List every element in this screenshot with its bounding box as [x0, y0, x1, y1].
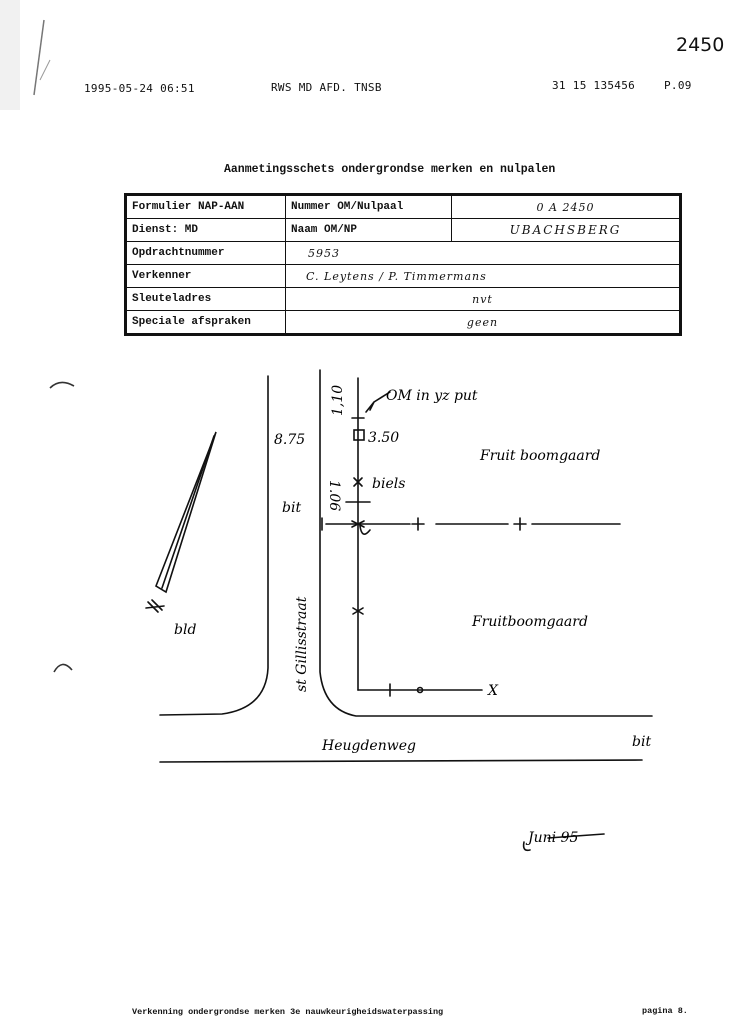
value-verkenner: C. Leytens / P. Timmermans: [286, 265, 681, 288]
label-bit-left: bit: [282, 500, 302, 516]
label-formulier: Formulier NAP-AAN: [126, 195, 286, 219]
fax-phone: 31 15 135456: [552, 79, 636, 92]
footer-page: pagina 8.: [642, 1006, 688, 1016]
document-title: Aanmetingsschets ondergrondse merken en nulpalen: [224, 163, 556, 176]
label-dist-110: 1,10: [330, 384, 346, 416]
label-speciale-afspraken: Speciale afspraken: [126, 311, 286, 335]
label-verkenner: Verkenner: [126, 265, 286, 288]
label-dienst: Dienst: MD: [126, 219, 286, 242]
label-om-note: OM in yz put: [386, 388, 478, 404]
value-naam-om: UBACHSBERG: [452, 219, 681, 242]
fax-sender: RWS MD AFD. TNSB: [271, 81, 382, 94]
label-bld: bld: [174, 622, 197, 638]
label-orchard-top: Fruit boomgaard: [480, 448, 601, 464]
label-dist-106: 1.06: [326, 480, 342, 512]
road-edge-bottom: [160, 760, 642, 762]
label-sleuteladres: Sleuteladres: [126, 288, 286, 311]
label-orchard-bottom: Fruitboomgaard: [472, 614, 588, 630]
value-speciale-afspraken: geen: [286, 311, 681, 335]
label-street-vertical: st Gillisstraat: [294, 596, 310, 692]
value-sleuteladres: nvt: [286, 288, 681, 311]
label-naam-om: Naam OM/NP: [286, 219, 452, 242]
page-number-handwritten: 2450: [676, 34, 725, 56]
footer-left: Verkenning ondergrondse merken 3e nauwkeurigheidswaterpassing: [132, 1007, 444, 1017]
value-nummer-om: 0 A 2450: [452, 195, 681, 219]
label-biels: biels: [372, 476, 406, 492]
road-edge-right: [320, 370, 652, 716]
label-dist-875: 8.75: [274, 432, 306, 448]
label-nummer-om: Nummer OM/Nulpaal: [286, 195, 452, 219]
fax-datetime: 1995-05-24 06:51: [84, 82, 195, 95]
label-street-horizontal: Heugdenweg: [322, 738, 416, 754]
signature-date: Juni 95: [528, 830, 579, 846]
label-cross-x: X: [488, 683, 498, 699]
value-opdrachtnummer: 5953: [286, 242, 681, 265]
label-opdrachtnummer: Opdrachtnummer: [126, 242, 286, 265]
fax-page: P.09: [664, 79, 692, 92]
label-dist-350: 3.50: [368, 430, 400, 446]
label-bit-right: bit: [632, 734, 652, 750]
